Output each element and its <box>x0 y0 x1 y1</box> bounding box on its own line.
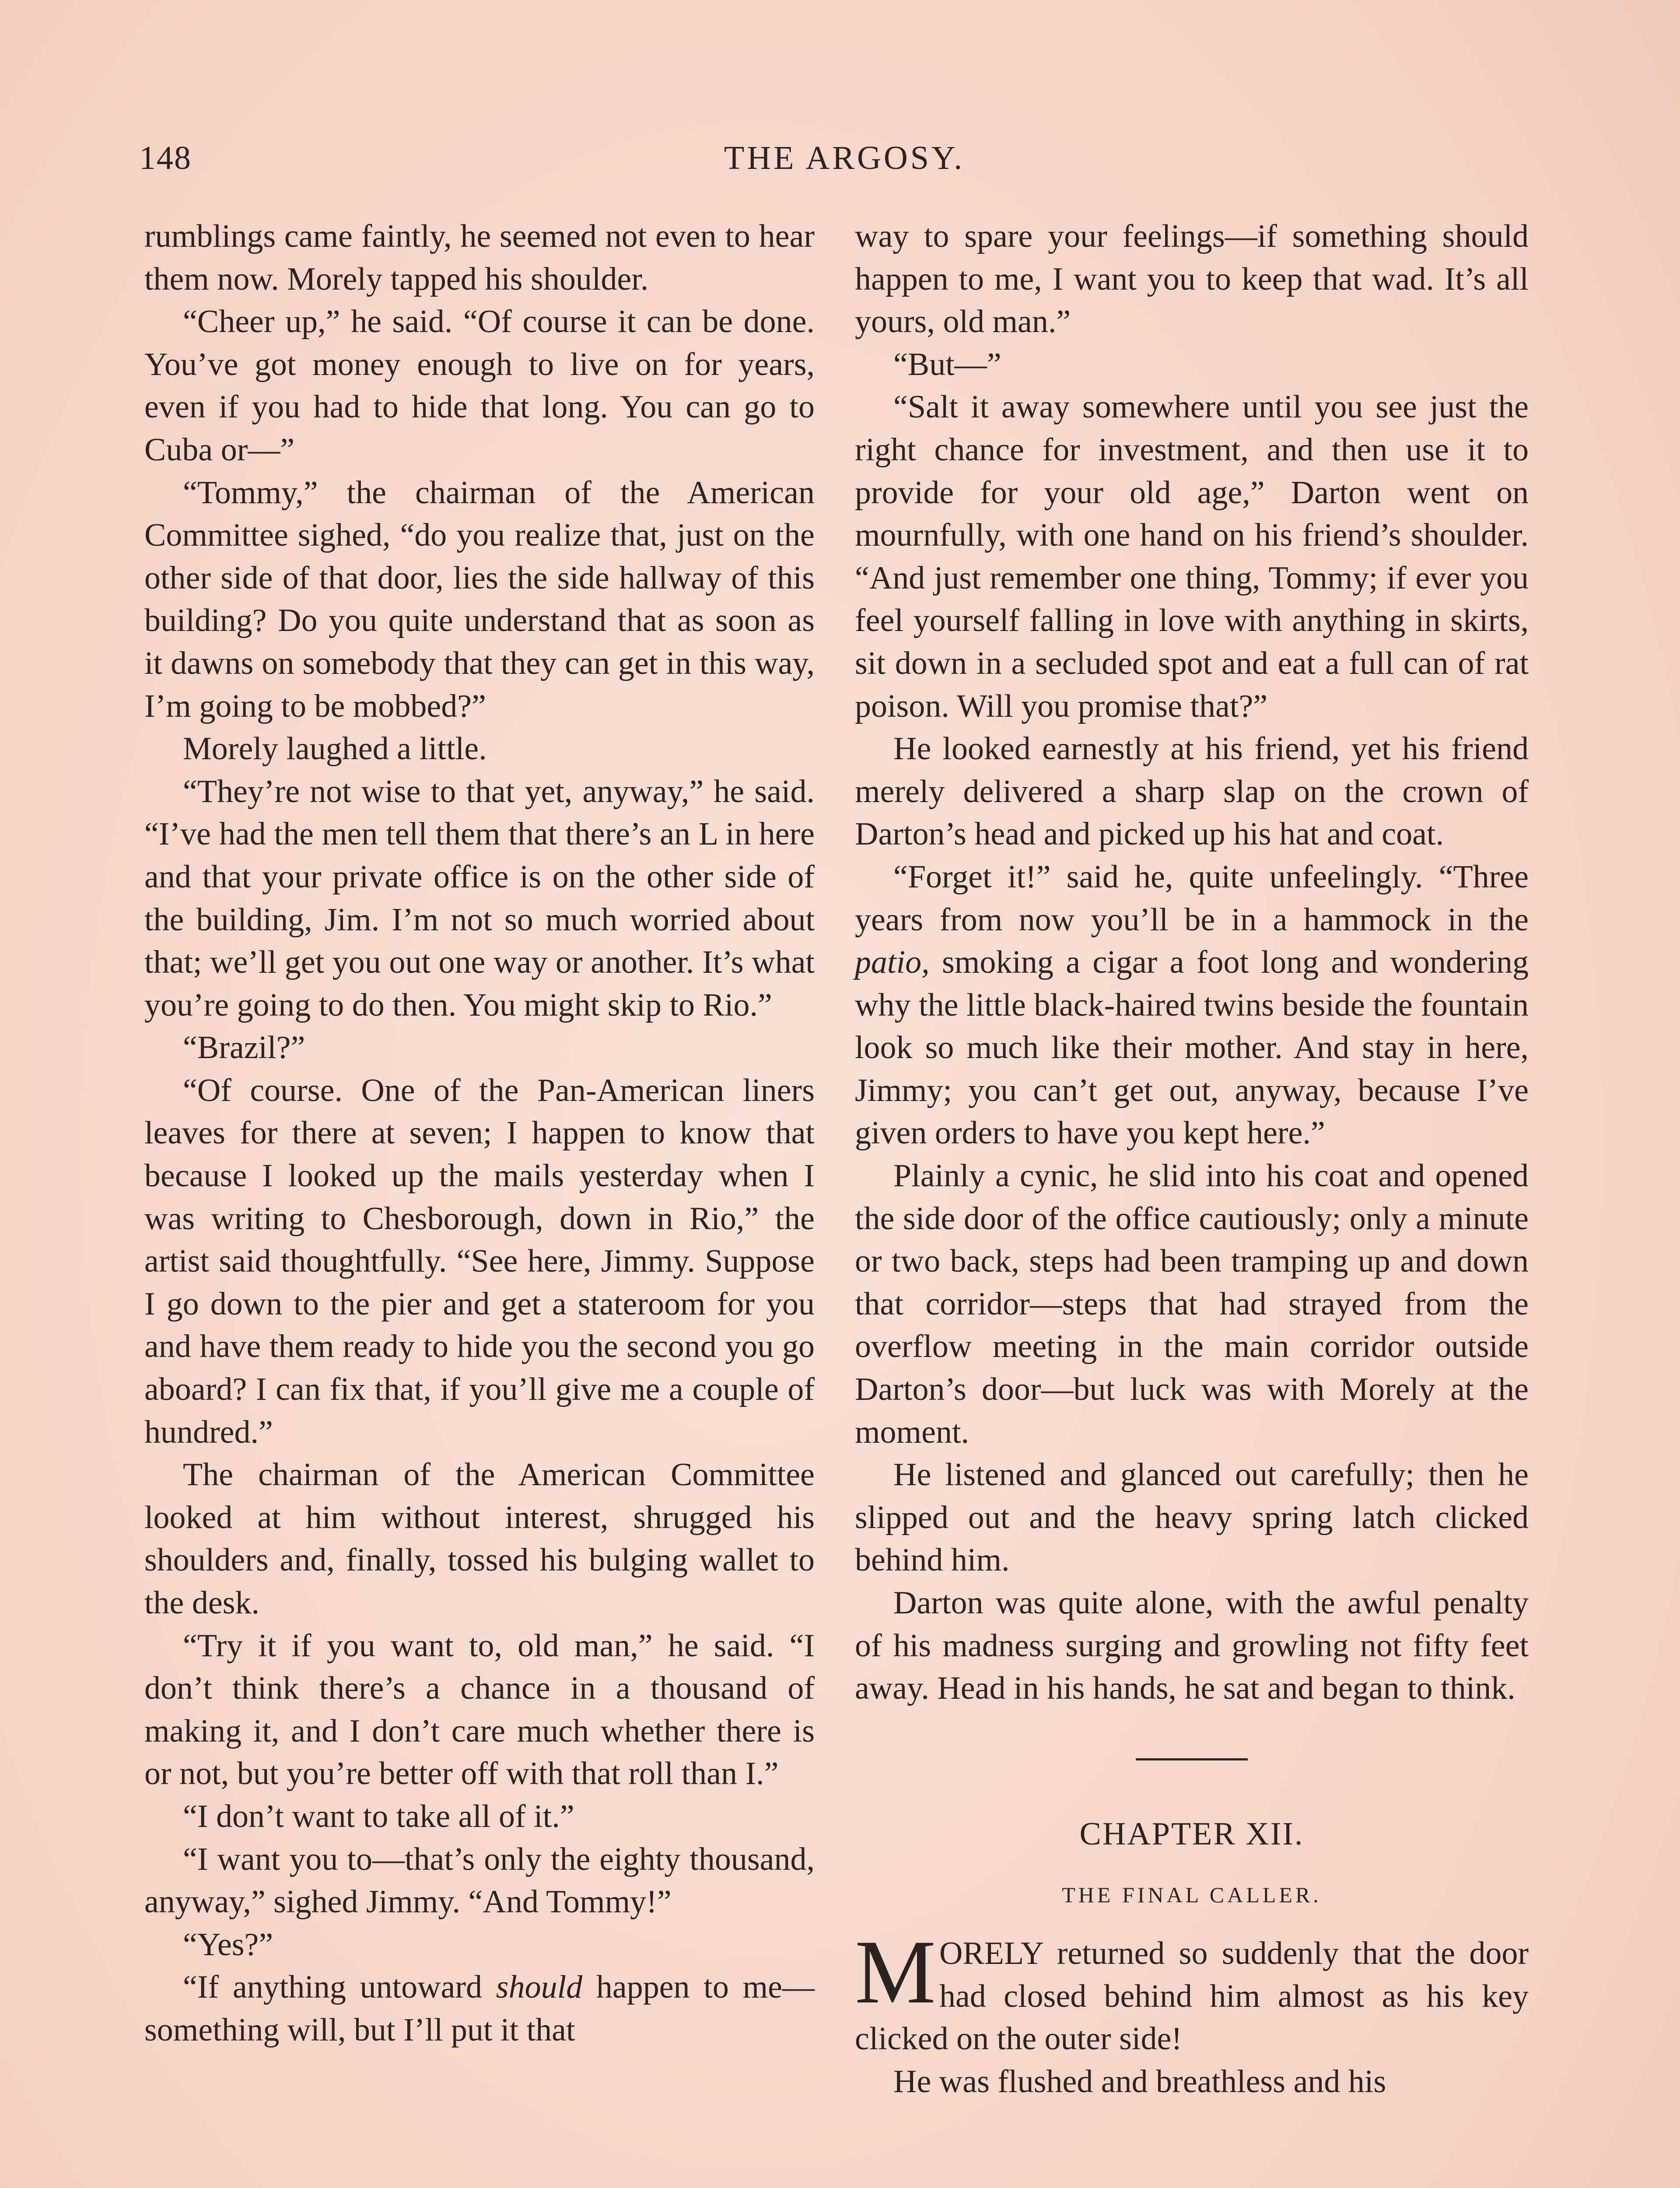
text-run: “If anything untoward <box>183 1969 496 2006</box>
paragraph: He was flushed and breathless and his <box>893 2063 1386 2100</box>
paragraph: He listened and glanced out carefully; then he slipped out and the heavy spring latch clicked behind him. <box>855 1457 1529 1578</box>
paragraph: “Of course. One of the Pan-American liners leaves for there at seven; I happen to know that because I looked up the mails yesterday when I was writing to Chesborough, down in Rio,” the artist said thoughtfully. “See here, Jimmy. Suppose I go down to the pier and get a stateroom for you and have them ready to hide you the second you go aboard? I can fix that, if you’ll give me a couple of hundred.” <box>144 1072 815 1450</box>
paragraph: “Try it if you want to, old man,” he said. “I don’t think there’s a chance in a thousand of making it, and I don’t care much whether there is or not, but you’re better off with that roll than I.” <box>144 1627 815 1792</box>
paragraph: “Tommy,” the chairman of the American Committee sighed, “do you realize that, just on the other side of that door, lies the side hallway of this building? Do you quite understand that as soon as it dawns on somebody that they can get in this way, I’m going to be mobbed?” <box>144 474 815 724</box>
running-title: THE ARGOSY. <box>724 140 965 176</box>
paragraph <box>855 856 1529 1155</box>
chapter-first-paragraph <box>855 1921 1529 2061</box>
drop-cap: M <box>855 1921 936 2022</box>
chapter-heading: CHAPTER XII. <box>1079 1816 1304 1852</box>
text-run: smoking a cigar a foot long and wondering why the little black-haired twins beside the fountain look so much like their mother. And stay in here, Jimmy; you can’t get out, anyway, because I’ve given orders to have you kept here.” <box>855 944 1529 1151</box>
section-divider <box>1136 1758 1248 1760</box>
paragraph: The chairman of the American Committee looked at him without interest, shrugged his shoulders and, finally, tossed his bulging wallet to the desk. <box>144 1457 815 1621</box>
paragraph: “Brazil?” <box>183 1030 305 1066</box>
paragraph: “Salt it away somewhere until you see just the right chance for investment, and then use it to provide for your old age,” Darton went on mournfully, with one hand on his friend’s shoulder. “And just remember one thing, Tommy; if ever you feel yourself falling in love with anything in skirts, sit down in a secluded spot and eat a full can of rat poison. Will you promise that?” <box>855 389 1529 724</box>
left-column <box>144 215 815 2052</box>
text-run: “Forget it!” said he, quite unfeelingly. “Three years from now you’ll be in a hammock in the <box>855 859 1529 938</box>
italic-text: patio, <box>855 944 930 981</box>
paragraph <box>144 1966 815 2051</box>
paragraph: “They’re not wise to that yet, anyway,” he said. “I’ve had the men tell them that there’s an L in here and that your private office is on the other side of the building, Jim. I’m not so much worried about that; we’ll get you out one way or another. It’s what you’re going to do then. You might skip to Rio.” <box>144 773 815 1023</box>
paragraph: “Cheer up,” he said. “Of course it can be done. You’ve got money enough to live on for years, even if you had to hide that long. You can go to Cuba or—” <box>144 304 815 468</box>
paragraph: He looked earnestly at his friend, yet his friend merely delivered a sharp slap on the crown of Darton’s head and picked up his hat and coat. <box>855 731 1529 852</box>
paragraph: “But—” <box>893 346 1001 382</box>
text-run: happen to me—something will, but I’ll put it that <box>144 1969 815 2048</box>
paragraph: rumblings came faintly, he seemed not even to hear them now. Morely tapped his shoulder. <box>144 218 815 297</box>
italic-text: should <box>496 1969 583 2006</box>
page-number: 148 <box>139 140 192 176</box>
paragraph: “I want you to—that’s only the eighty thousand, anyway,” sighed Jimmy. “And Tommy!” <box>144 1841 815 1920</box>
text-run: ORELY returned so suddenly that the door had closed behind him almost as his key clicked on the outer side! <box>855 1935 1529 2057</box>
paragraph: “Yes?” <box>183 1926 273 1963</box>
paragraph: way to spare your feelings—if something should happen to me, I want you to keep that wad. It’s all yours, old man.” <box>855 218 1529 340</box>
chapter-subtitle: THE FINAL CALLER. <box>1062 1883 1322 1907</box>
paragraph: Morely laughed a little. <box>183 731 487 767</box>
paragraph: Darton was quite alone, with the awful penalty of his madness surging and growling not fifty feet away. Head in his hands, he sat and began to think. <box>855 1585 1529 1707</box>
paragraph: “I don’t want to take all of it.” <box>183 1798 574 1834</box>
right-column <box>855 215 1529 2103</box>
paragraph: Plainly a cynic, he slid into his coat and opened the side door of the office cautiously; only a minute or two back, steps had been tramping up and down that corridor—steps that had strayed from the overflow meeting in the main corridor outside Darton’s door—but luck was with Morely at the moment. <box>855 1158 1529 1450</box>
